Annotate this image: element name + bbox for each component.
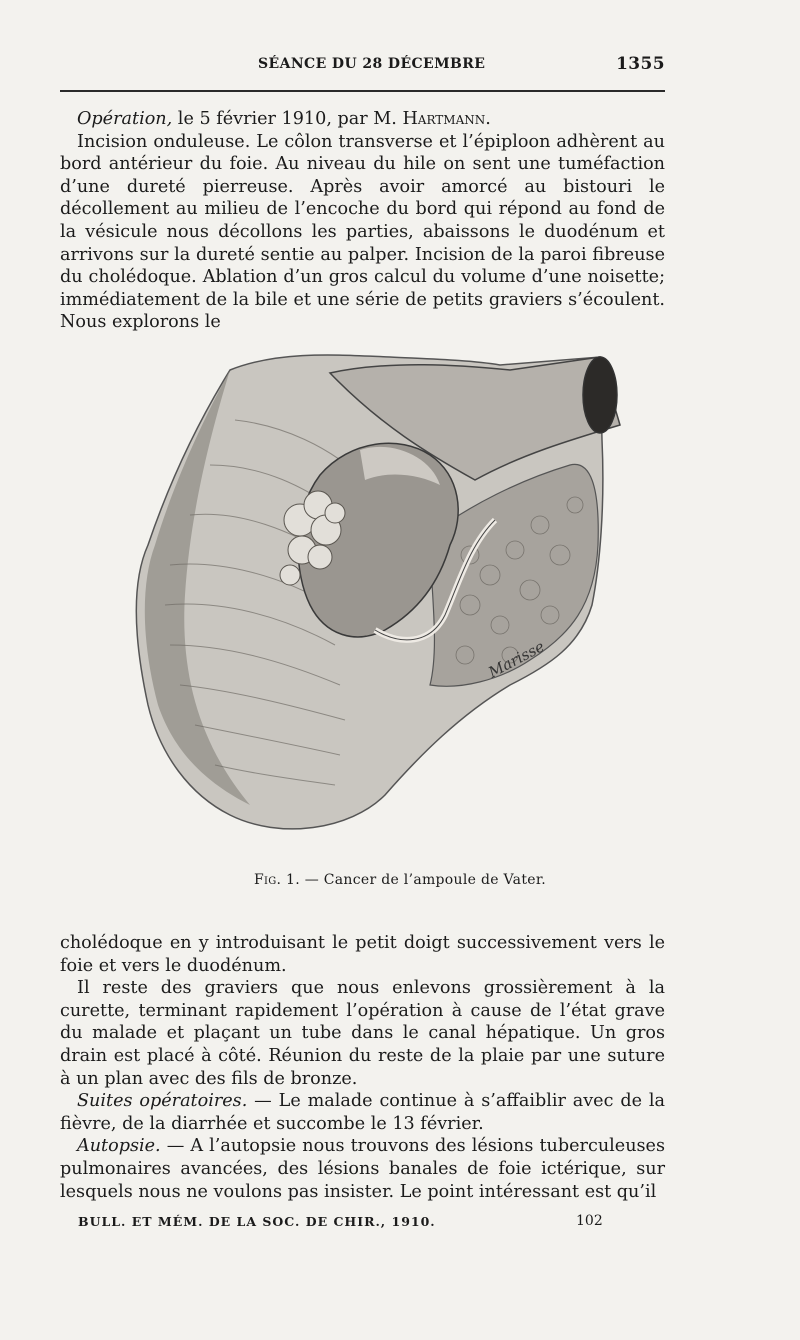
- suites-paragraph: [60, 1090, 665, 1135]
- autopsie-label: Autopsie.: [77, 1136, 161, 1157]
- operation-section: [60, 108, 665, 334]
- running-title: SÉANCE DU 28 DÉCEMBRE: [258, 56, 486, 72]
- autopsie-paragraph: [60, 1135, 665, 1203]
- suites-text: — Le malade continue à s’affaiblir avec de la fièvre, de la diarrhée et succombe le 13 février.: [60, 1091, 665, 1134]
- curette-paragraph: Il reste des graviers que nous enlevons grossièrement à la curette, terminant rapidement l’opération à cause de l’état grave du malade et plaçant un tube dans le canal hépatique. Un gros drain est placé à côté. Réunion du reste de la plaie par une suture à un plan avec des fils de bronze.: [60, 978, 665, 1089]
- surgeon-name: Hartmann.: [402, 109, 491, 129]
- figure-caption-text: — Cancer de l’ampoule de Vater.: [299, 872, 547, 888]
- operation-date: le 5 février 1910, par M.: [172, 109, 403, 129]
- duodenum-lumen: [583, 357, 617, 433]
- artist-signature: Marisse: [485, 637, 548, 682]
- page-footer: [78, 1214, 638, 1234]
- page-number: 1355: [616, 54, 665, 74]
- operation-label: Opération,: [77, 109, 173, 129]
- operation-line: [60, 108, 665, 131]
- journal-reference: BULL. ET MÉM. DE LA SOC. DE CHIR., 1910.: [78, 1214, 436, 1229]
- continuation-paragraph: cholédoque en y introduisant le petit doigt successivement vers le foie et vers le duodénum.: [60, 933, 665, 976]
- sheet-number: 102: [576, 1213, 603, 1229]
- running-header: [60, 52, 665, 78]
- figure-label: Fig. 1.: [253, 872, 300, 888]
- anatomical-illustration: [130, 345, 640, 850]
- autopsie-text: — A l’autopsie nous trouvons des lésions tuberculeuses pulmonaires avancées, des lésions banales de foie ictérique, sur lesquels nous ne voulons pas insister. Le point intéressant est qu’il: [60, 1136, 665, 1202]
- suites-label: Suites opératoires.: [77, 1091, 248, 1112]
- figure-caption: [0, 872, 800, 888]
- body-section: [60, 932, 665, 1203]
- operation-paragraph: Incision onduleuse. Le côlon transverse et l’épiploon adhèrent au bord antérieur du foie. Au niveau du hile on sent une tuméfaction d’une dureté pierreuse. Après avoir amorcé au bistouri le décollement au milieu de l’encoche du bord qui répond au fond de la vésicule nous décollons les parties, abaissons le duodénum et arrivons sur la dureté sentie au palper. Incision de la paroi fibreuse du cholédoque. Ablation d’un gros calcul du volume d’une noisette; immédiatement de la bile et une série de petits graviers s’écoulent. Nous explorons le: [60, 131, 665, 333]
- header-rule: [60, 90, 665, 92]
